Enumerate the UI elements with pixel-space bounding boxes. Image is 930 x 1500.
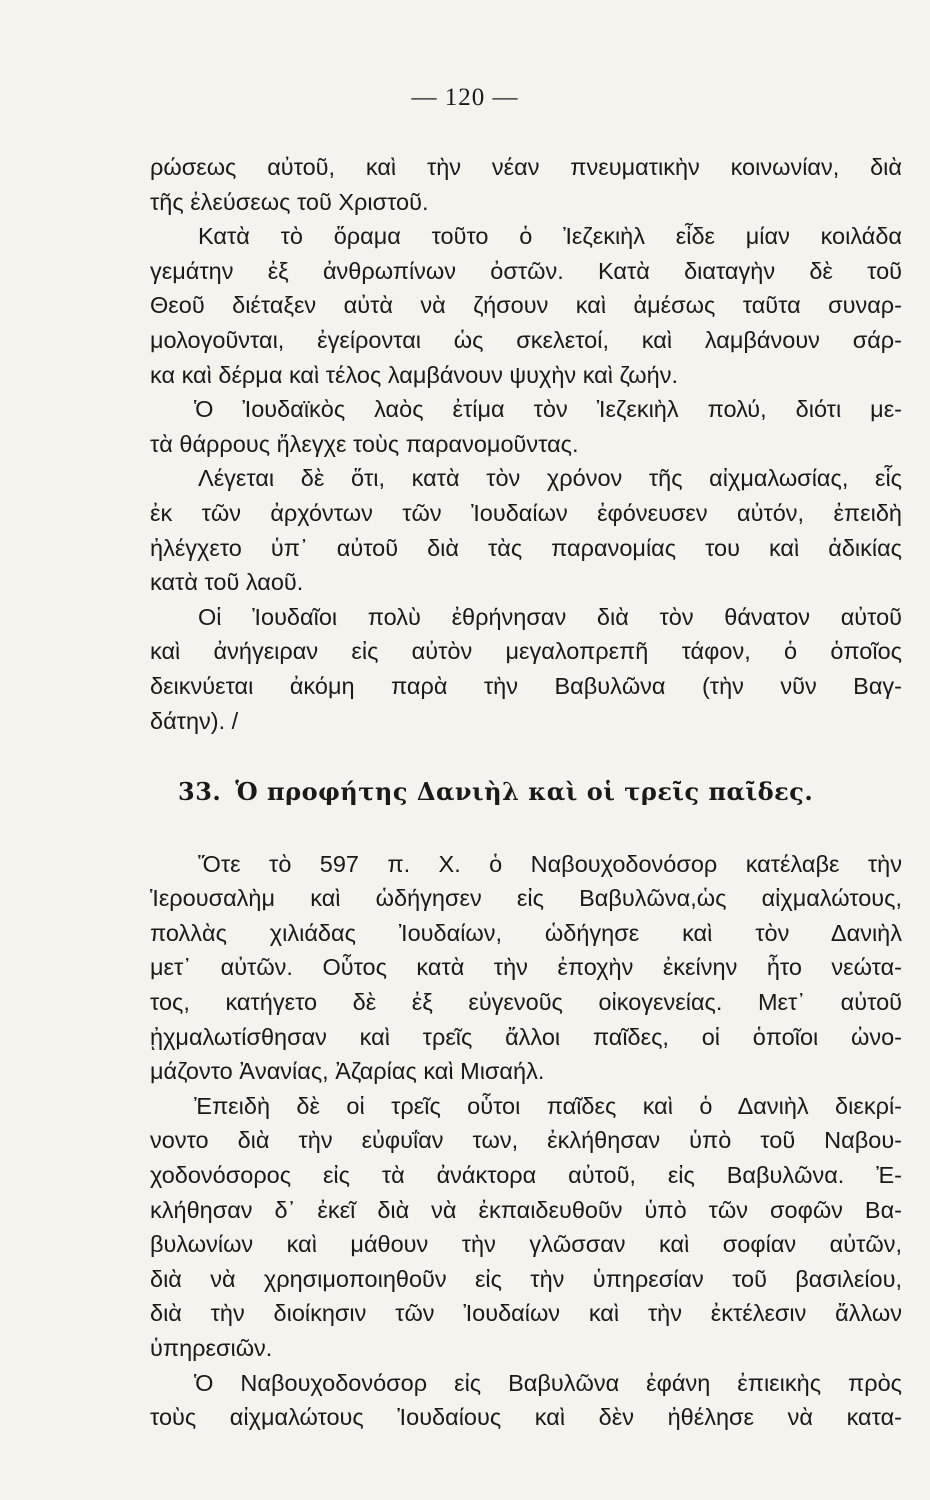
text-line: Ἱερουσαλὴμ καὶ ὡδήγησεν εἰς Βαβυλῶνα,ὡς αἰχμαλώτους, bbox=[150, 885, 902, 912]
text-line: ᾐχμαλωτίσθησαν καὶ τρεῖς ἄλλοι παῖδες, οἱ ὁποῖοι ὠνο- bbox=[150, 1023, 902, 1050]
text-line: γεμάτην ἐξ ἀνθρωπίνων ὀστῶν. Κατὰ διαταγὴν δὲ τοῦ bbox=[150, 257, 902, 284]
text-line: Οἱ Ἰουδαῖοι πολὺ ἐθρήνησαν διὰ τὸν θάνατον αὐτοῦ bbox=[198, 603, 902, 630]
text-line: ὑπηρεσιῶν. bbox=[150, 1335, 273, 1361]
text-line: διὰ τὴν διοίκησιν τῶν Ἰουδαίων καὶ τὴν ἐκτέλεσιν ἄλλων bbox=[150, 1300, 902, 1327]
text-line: βυλωνίων καὶ μάθουν τὴν γλῶσσαν καὶ σοφίαν αὐτῶν, bbox=[150, 1231, 902, 1258]
page-body bbox=[150, 150, 902, 1435]
text-section-bottom bbox=[150, 847, 902, 1435]
paragraph bbox=[150, 150, 902, 219]
text-line: Ὁ Ναβουχοδονόσορ εἰς Βαβυλῶνα ἐφάνη ἐπιεικὴς πρὸς bbox=[194, 1369, 902, 1396]
text-line: τὰ θάρρους ἤλεγχε τοὺς παρανομοῦντας. bbox=[150, 430, 579, 457]
text-line: Λέγεται δὲ ὅτι, κατὰ τὸν χρόνον τῆς αἰχμαλωσίας, εἷς bbox=[198, 465, 902, 492]
paragraph bbox=[150, 461, 902, 599]
paragraph bbox=[150, 600, 902, 738]
text-line: δεικνύεται ἀκόμη παρὰ τὴν Βαβυλῶνα (τὴν νῦν Βαγ- bbox=[150, 672, 902, 699]
text-line: διὰ νὰ χρησιμοποιηθοῦν εἰς τὴν ὑπηρεσίαν τοῦ βασιλείου, bbox=[150, 1265, 902, 1292]
paragraph bbox=[150, 847, 902, 1089]
text-line: Ὅτε τὸ 597 π. Χ. ὁ Ναβουχοδονόσορ κατέλαβε τὴν bbox=[198, 850, 902, 877]
text-line: ἠλέγχετο ὑπ᾽ αὐτοῦ διὰ τὰς παρανομίας του καὶ ἀδικίας bbox=[150, 534, 902, 561]
section-title: Ὁ προφήτης Δανιὴλ καὶ οἱ τρεῖς παῖδες. bbox=[235, 777, 814, 807]
text-line: δάτην). / bbox=[150, 707, 239, 734]
text-line: μάζοντο Ἀνανίας, Ἀζαρίας καὶ Μισαήλ. bbox=[150, 1058, 545, 1085]
text-line: τοὺς αἰχμαλώτους Ἰουδαίους καὶ δὲν ἠθέλησε νὰ κατα- bbox=[150, 1404, 902, 1431]
text-line: κλήθησαν δ᾽ ἐκεῖ διὰ νὰ ἐκπαιδευθοῦν ὑπὸ τῶν σοφῶν Βα- bbox=[150, 1196, 902, 1223]
text-line: μετ᾽ αὐτῶν. Οὗτος κατὰ τὴν ἐποχὴν ἐκείνην ἦτο νεώτα- bbox=[150, 954, 902, 981]
text-line: Κατὰ τὸ ὅραμα τοῦτο ὁ Ἰεζεκιὴλ εἶδε μίαν κοιλάδα bbox=[198, 223, 902, 250]
text-line: τος, κατήγετο δὲ ἐξ εὐγενοῦς οἰκογενείας. Μετ᾽ αὐτοῦ bbox=[150, 989, 902, 1016]
text-line: πολλὰς χιλιάδας Ἰουδαίων, ὡδήγησε καὶ τὸν Δανιὴλ bbox=[150, 919, 902, 946]
paragraph bbox=[150, 392, 902, 461]
paragraph bbox=[150, 1366, 902, 1435]
text-line: νοντο διὰ τὴν εὐφυΐαν των, ἐκλήθησαν ὑπὸ τοῦ Ναβου- bbox=[150, 1127, 902, 1154]
text-line: χοδονόσορος εἰς τὰ ἀνάκτορα αὐτοῦ, εἰς Βαβυλῶνα. Ἐ- bbox=[150, 1162, 902, 1189]
text-line: μολογοῦνται, ἐγείρονται ὡς σκελετοί, καὶ λαμβάνουν σάρ- bbox=[150, 326, 902, 353]
paragraph bbox=[150, 1089, 902, 1366]
paragraph bbox=[150, 219, 902, 392]
section-heading bbox=[150, 775, 902, 810]
text-line: Ἐπειδὴ δὲ οἱ τρεῖς οὗτοι παῖδες καὶ ὁ Δανιὴλ διεκρί- bbox=[194, 1092, 902, 1119]
text-line: Ὁ Ἰουδαϊκὸς λαὸς ἐτίμα τὸν Ἰεζεκιὴλ πολύ, διότι με- bbox=[194, 396, 902, 423]
text-line: ρώσεως αὐτοῦ, καὶ τὴν νέαν πνευματικὴν κοινωνίαν, διὰ bbox=[150, 154, 902, 180]
text-line: ἐκ τῶν ἀρχόντων τῶν Ἰουδαίων ἐφόνευσεν αὐτόν, ἐπειδὴ bbox=[150, 499, 902, 526]
text-line: κατὰ τοῦ λαοῦ. bbox=[150, 569, 304, 596]
text-line: τῆς ἐλεύσεως τοῦ Χριστοῦ. bbox=[150, 188, 429, 215]
section-number: 33. bbox=[178, 777, 222, 807]
text-line: καὶ ἀνήγειραν εἰς αὐτὸν μεγαλοπρεπῆ τάφον, ὁ ὁποῖος bbox=[150, 638, 902, 665]
text-line: κα καὶ δέρμα καὶ τέλος λαμβάνουν ψυχὴν καὶ ζωήν. bbox=[150, 361, 678, 388]
page-number: — 120 — bbox=[411, 84, 519, 111]
text-line: Θεοῦ διέταξεν αὐτὰ νὰ ζήσουν καὶ ἀμέσως ταῦτα συναρ- bbox=[150, 292, 902, 319]
text-section-top bbox=[150, 150, 902, 738]
